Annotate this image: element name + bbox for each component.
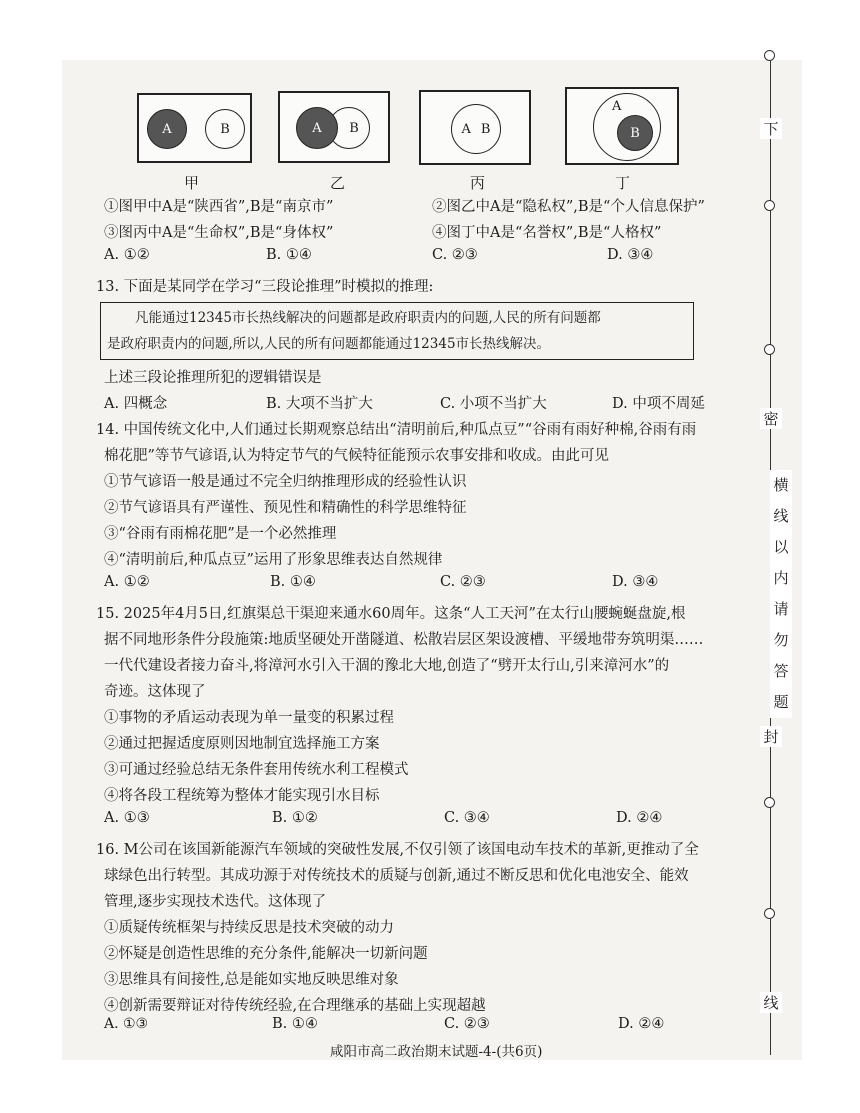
notice-char: 内 — [773, 569, 789, 587]
diagram-caption-ding: 丁 — [615, 174, 631, 192]
option-b[interactable]: B. 大项不当扩大 — [266, 396, 373, 412]
reasoning-line-1: 凡能通过12345市长热线解决的问题都是政府职责内的问题,人民的所有问题都 — [135, 310, 601, 326]
circle-b: B — [328, 107, 370, 149]
binding-char-xia: 下 — [760, 118, 782, 139]
diagram-jia — [137, 93, 252, 163]
option-c[interactable]: C. ②③ — [432, 247, 478, 263]
circle-a: A — [296, 107, 338, 149]
option-b[interactable]: B. ①④ — [272, 1016, 318, 1032]
binding-hole — [764, 908, 775, 919]
option-b[interactable]: B. ①④ — [266, 247, 312, 263]
circle-a-outer: A — [593, 93, 661, 161]
option-d[interactable]: D. ③④ — [612, 574, 659, 590]
option-a[interactable]: A. ①③ — [104, 1016, 149, 1032]
option-a[interactable]: A. ①② — [104, 574, 150, 590]
statement-4: ④图丁中A是“名誉权”,B是“人格权” — [432, 225, 662, 241]
statement-3: ③思维具有间接性,总是能如实地反映思维对象 — [104, 972, 399, 988]
question-stem-1: 14. 中国传统文化中,人们通过长期观察总结出“清明前后,种瓜点豆”“谷雨有雨好种棉,谷雨有雨 — [96, 422, 697, 438]
binding-char-feng: 封 — [760, 726, 782, 747]
option-c[interactable]: C. 小项不当扩大 — [440, 396, 547, 412]
circle-ab: A B — [451, 104, 501, 154]
binding-char-xian: 线 — [760, 992, 782, 1013]
reasoning-box — [100, 302, 694, 360]
binding-char-mi: 密 — [760, 408, 782, 429]
option-a[interactable]: A. ①③ — [104, 810, 150, 826]
notice-char: 以 — [773, 538, 789, 556]
option-c[interactable]: C. ②③ — [444, 1016, 490, 1032]
reasoning-line-2: 是政府职责内的问题,所以,人民的所有问题都能通过12345市长热线解决。 — [107, 336, 551, 352]
diagram-yi — [278, 91, 390, 163]
option-d[interactable]: D. ③④ — [607, 247, 654, 263]
question-stem-1: 15. 2025年4月5日,红旗渠总干渠迎来通水60周年。这条“人工天河”在太行山腰蜿蜒盘旋,根 — [96, 606, 686, 622]
statement-3: ③可通过经验总结无条件套用传统水利工程模式 — [104, 762, 409, 778]
question-stem-3: 一代代建设者接力奋斗,将漳河水引入干涸的豫北大地,创造了“劈开太行山,引来漳河水”的 — [104, 658, 670, 674]
question-stem-2: 据不同地形条件分段施策:地质坚硬处开凿隧道、松散岩层区架设渡槽、平缓地带夯筑明渠…… — [104, 632, 704, 648]
option-c[interactable]: C. ②③ — [440, 574, 486, 590]
option-b[interactable]: B. ①② — [272, 810, 318, 826]
statement-2: ②怀疑是创造性思维的充分条件,能解决一切新问题 — [104, 946, 428, 962]
option-c[interactable]: C. ③④ — [444, 810, 490, 826]
binding-hole — [764, 200, 775, 211]
notice-char: 答 — [773, 662, 789, 680]
option-d[interactable]: D. ②④ — [618, 1016, 665, 1032]
binding-notice — [770, 470, 792, 718]
statement-1: ①图甲中A是“陕西省”,B是“南京市” — [104, 199, 334, 215]
statement-3: ③图丙中A是“生命权”,B是“身体权” — [104, 225, 334, 241]
circle-a: A — [147, 109, 187, 149]
diagram-caption-jia: 甲 — [184, 174, 200, 192]
notice-char: 线 — [773, 507, 789, 525]
statement-1: ①质疑传统框架与持续反思是技术突破的动力 — [104, 920, 394, 936]
page-footer: 咸阳市高二政治期末试题-4-(共6页) — [330, 1044, 543, 1060]
notice-char: 勿 — [773, 631, 789, 649]
binding-hole — [764, 50, 775, 61]
question-stem-3: 管理,逐步实现技术迭代。这体现了 — [104, 894, 327, 910]
notice-char: 题 — [773, 693, 789, 711]
notice-char: 横 — [773, 476, 789, 494]
option-d[interactable]: D. 中项不周延 — [612, 396, 705, 412]
statement-2: ②通过把握适度原则因地制宜选择施工方案 — [104, 736, 380, 752]
question-stem-1: 16. M公司在该国新能源汽车领域的突破性发展,不仅引领了该国电动车技术的革新,更推动了全 — [96, 842, 699, 858]
option-b[interactable]: B. ①④ — [270, 574, 316, 590]
option-a[interactable]: A. 四概念 — [104, 396, 168, 412]
diagram-caption-bing: 丙 — [470, 174, 486, 192]
question-stem-2: 球绿色出行转型。其成功源于对传统技术的质疑与创新,通过不断反思和优化电池安全、能效 — [104, 868, 689, 884]
circle-b: B — [205, 109, 245, 149]
option-a[interactable]: A. ①② — [104, 247, 150, 263]
question-ask: 上述三段论推理所犯的逻辑错误是 — [104, 370, 322, 386]
circle-b-inner: B — [617, 115, 653, 151]
statement-4: ④将各段工程统筹为整体才能实现引水目标 — [104, 788, 380, 804]
diagram-caption-yi: 乙 — [330, 174, 346, 192]
statement-1: ①节气谚语一般是通过不完全归纳推理形成的经验性认识 — [104, 474, 467, 490]
statement-2: ②图乙中A是“隐私权”,B是“个人信息保护” — [432, 199, 705, 215]
notice-char: 请 — [773, 600, 789, 618]
question-stem-2: 棉花肥”等节气谚语,认为特定节气的气候特征能预示农事安排和收成。由此可见 — [104, 448, 610, 464]
binding-hole — [764, 797, 775, 808]
option-d[interactable]: D. ②④ — [616, 810, 663, 826]
question-stem-4: 奇迹。这体现了 — [104, 684, 206, 700]
diagram-bing — [419, 90, 531, 165]
binding-hole — [764, 344, 775, 355]
question-stem: 13. 下面是某同学在学习“三段论推理”时模拟的推理: — [96, 279, 434, 295]
statement-4: ④创新需要辩证对待传统经验,在合理继承的基础上实现超越 — [104, 998, 486, 1014]
statement-2: ②节气谚语具有严谨性、预见性和精确性的科学思维特征 — [104, 500, 467, 516]
statement-4: ④“清明前后,种瓜点豆”运用了形象思维表达自然规律 — [104, 552, 443, 568]
statement-3: ③“谷雨有雨棉花肥”是一个必然推理 — [104, 526, 337, 542]
diagram-ding — [565, 87, 679, 165]
statement-1: ①事物的矛盾运动表现为单一量变的积累过程 — [104, 710, 394, 726]
